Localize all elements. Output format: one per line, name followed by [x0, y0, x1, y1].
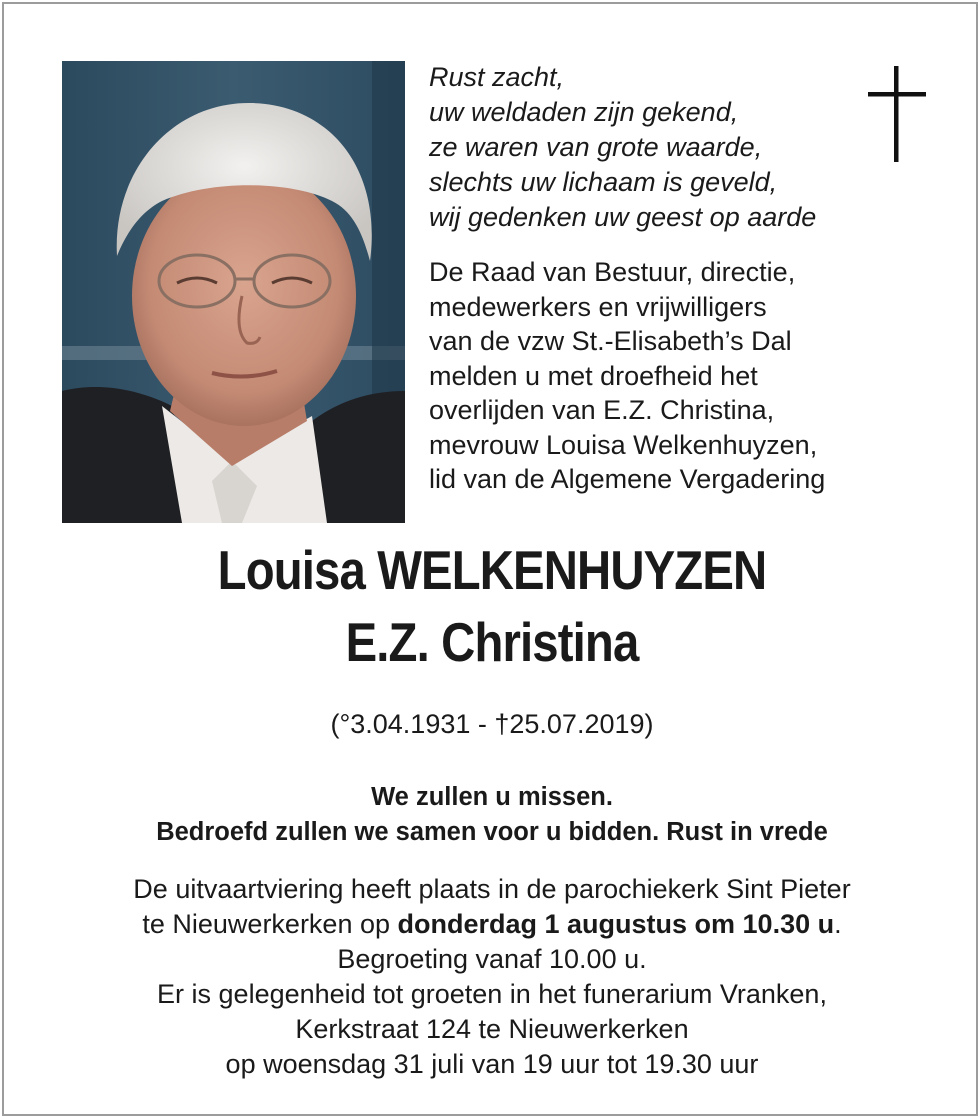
farewell-line-2: Bedroefd zullen we samen voor u bidden. Rust in vrede	[156, 818, 828, 846]
service-line-1: De uitvaartviering heeft plaats in de parochiekerk Sint Pieter	[133, 874, 851, 904]
obituary-card	[2, 2, 978, 1116]
service-line-2	[4, 907, 980, 942]
poem-line: ze waren van grote waarde,	[429, 132, 763, 162]
notice-line: De Raad van Bestuur, directie,	[429, 257, 796, 287]
poem-line: wij gedenken uw geest op aarde	[429, 202, 817, 232]
farewell-line-1: We zullen u missen.	[371, 783, 613, 811]
farewell-message	[4, 780, 980, 850]
service-line-5: Kerkstraat 124 te Nieuwerkerken	[295, 1014, 689, 1044]
portrait-photo	[62, 61, 405, 523]
poem	[429, 60, 816, 235]
poem-line: uw weldaden zijn gekend,	[429, 97, 739, 127]
notice-line: mevrouw Louisa Welkenhuyzen,	[429, 429, 818, 460]
notice-line: lid van de Algemene Vergadering	[429, 464, 826, 494]
service-line-3: Begroeting vanaf 10.00 u.	[337, 944, 647, 974]
life-dates: (°3.04.1931 - †25.07.2019)	[330, 709, 654, 739]
service-line-4: Er is gelegenheid tot groeten in het funerarium Vranken,	[157, 979, 827, 1009]
service-place: te Nieuwerkerken op	[142, 909, 398, 939]
funeral-service-info	[4, 872, 980, 1082]
poem-line: Rust zacht,	[429, 62, 565, 92]
notice-line: medewerkers en vrijwilligers	[429, 291, 767, 322]
board-notice	[429, 255, 825, 497]
cross-icon	[868, 66, 926, 167]
deceased-name: Louisa WELKENHUYZEN	[217, 539, 767, 601]
poem-line: slechts uw lichaam is geveld,	[429, 167, 778, 197]
service-period: .	[834, 909, 842, 939]
notice-line: van de vzw St.-Elisabeth’s Dal	[429, 326, 792, 356]
service-line-6: op woensdag 31 juli van 19 uur tot 19.30 uur	[225, 1049, 759, 1079]
notice-line: overlijden van E.Z. Christina,	[429, 395, 775, 425]
service-datetime: donderdag 1 augustus om 10.30 u	[397, 909, 835, 939]
notice-line: melden u met droefheid het	[429, 360, 758, 391]
deceased-name-block	[72, 534, 911, 678]
religious-name: E.Z. Christina	[345, 611, 639, 673]
